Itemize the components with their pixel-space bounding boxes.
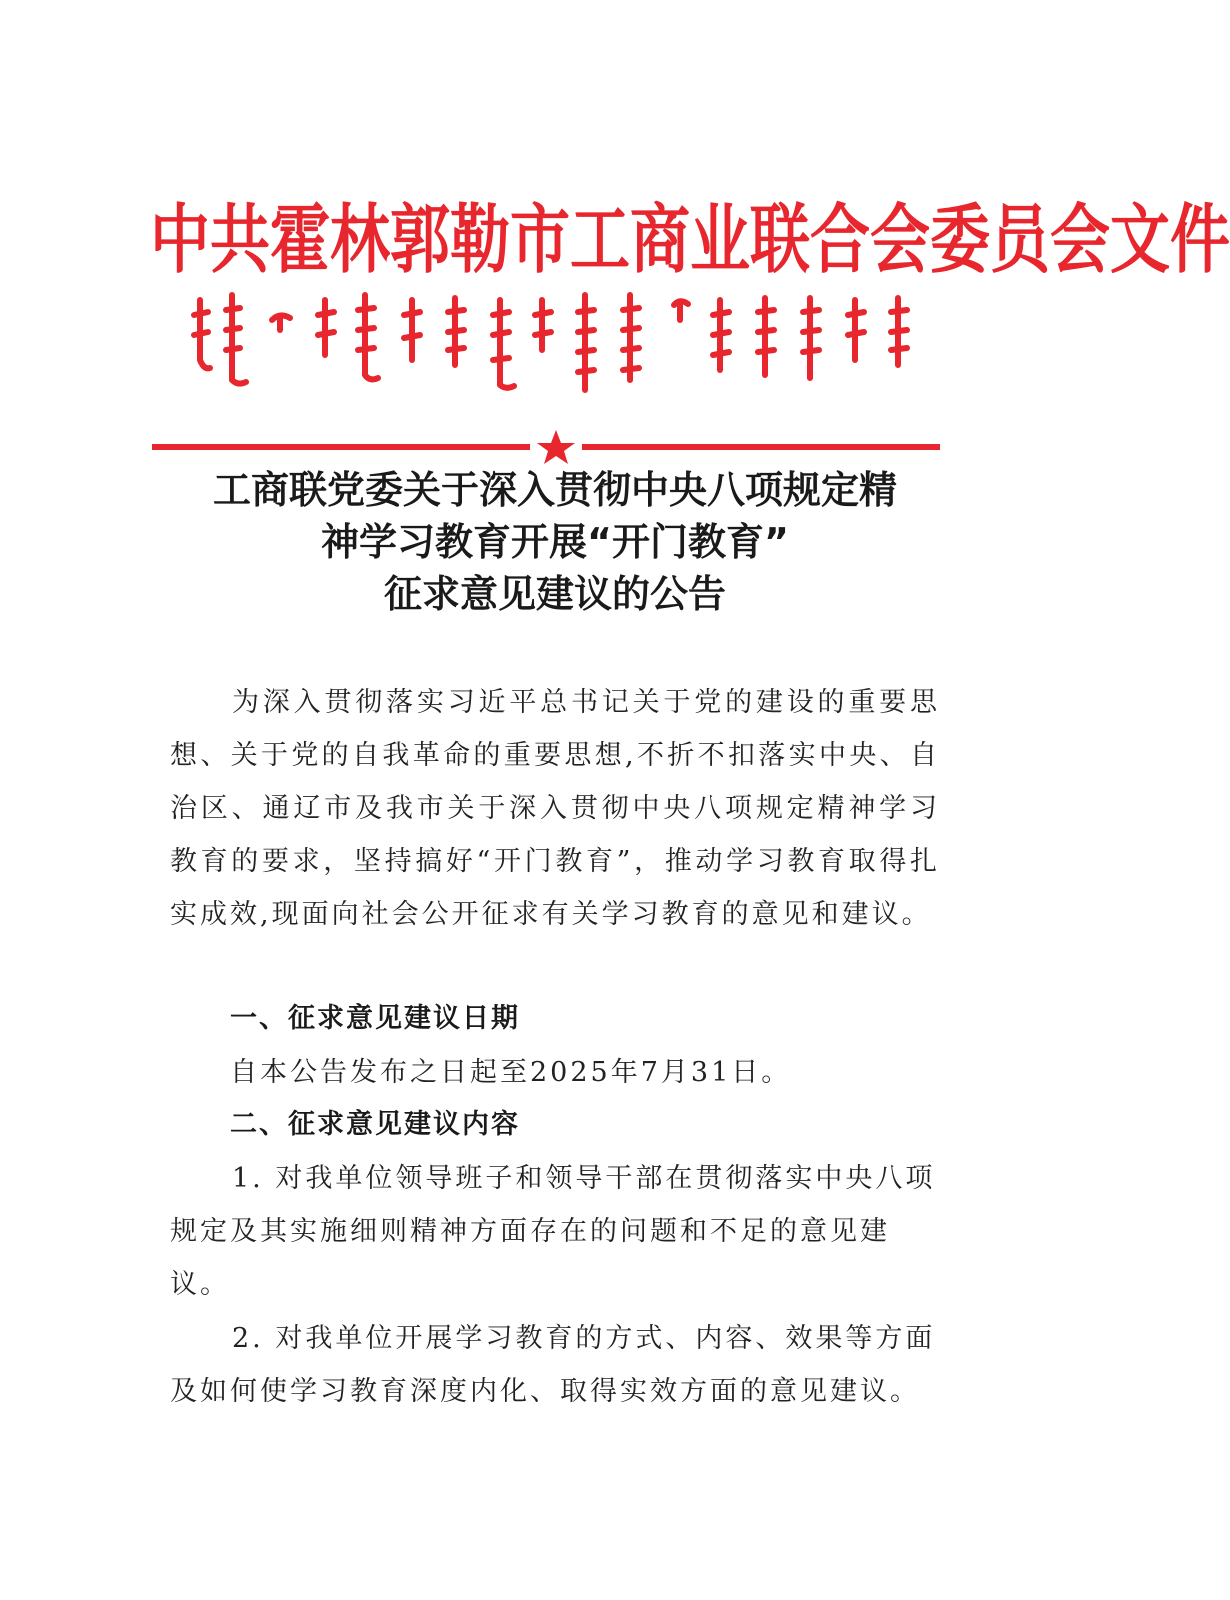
star-icon [537, 430, 575, 464]
issuing-authority-title: 中共霍林郭勒市工商业联合会委员会文件 [150, 196, 1230, 285]
red-divider-with-star [0, 432, 1108, 462]
section-2-item-2: 2. 对我单位开展学习教育的方式、内容、效果等方面及如何使学习教育深度内化、取得实效方面的意见建议。 [170, 1323, 936, 1407]
section-2-item-1: 1. 对我单位领导班子和领导干部在贯彻落实中央八项规定及其实施细则精神方面存在的问题和不足的意见建议。 [170, 1163, 936, 1300]
document-title-line-1: 工商联党委关于深入贯彻中央八项规定精 [212, 468, 897, 512]
section-1-heading: 一、征求意见建议日期 [230, 1003, 520, 1034]
document-title [140, 464, 970, 620]
section-2-heading: 二、征求意见建议内容 [230, 1109, 520, 1140]
section-1-text: 自本公告发布之日起至2025年7月31日。 [230, 1057, 792, 1088]
document-title-line-2: 神学习教育开展“开门教育” [321, 520, 789, 564]
document-title-line-3: 征求意见建议的公告 [383, 572, 726, 616]
intro-paragraph: 为深入贯彻落实习近平总书记关于党的建设的重要思想、关于党的自我革命的重要思想,不折不扣落实中央、自治区、通辽市及我市关于深入贯彻中央八项规定精神学习教育的要求，坚持搞好“开门教育”，推动学习教育取得扎实成效,现面向社会公开征求有关学习教育的意见和建议。 [170, 687, 940, 930]
mongolian-script-title [180, 290, 940, 400]
